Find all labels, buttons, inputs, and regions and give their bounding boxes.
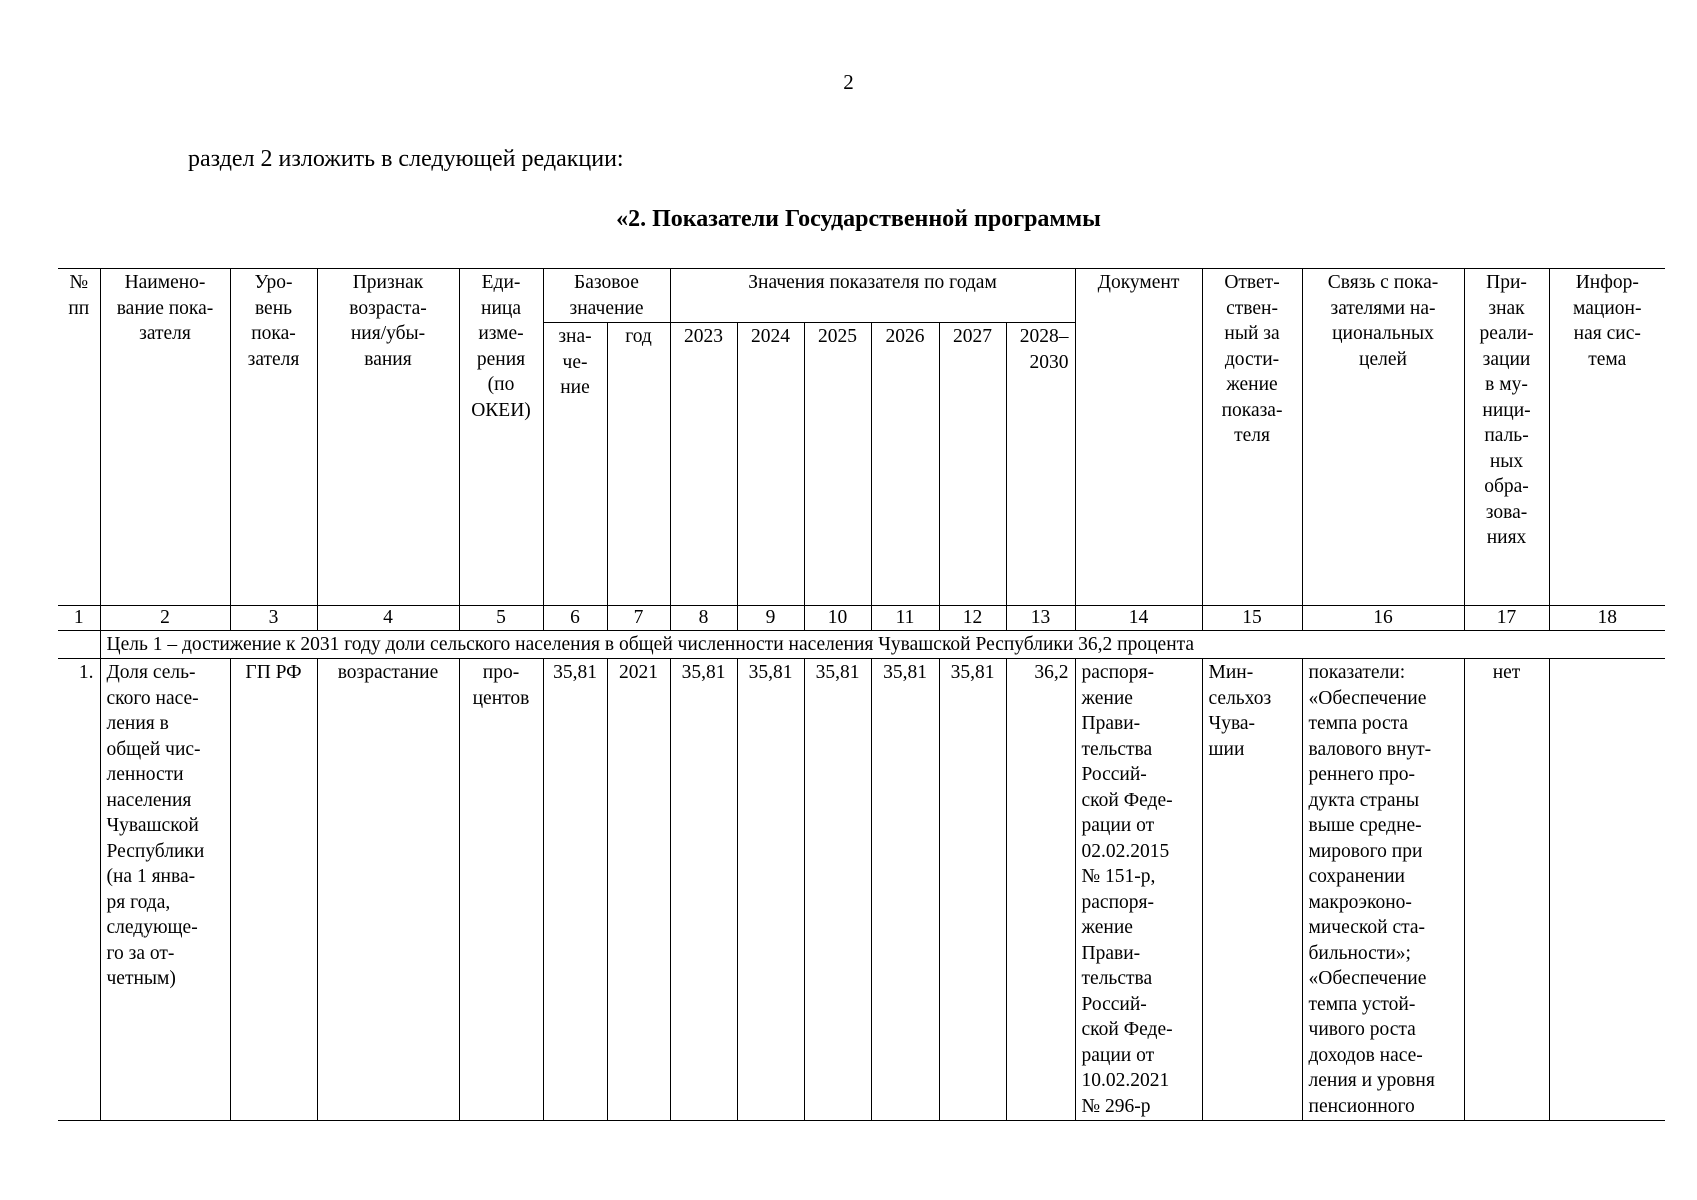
column-number: 6 <box>543 606 607 631</box>
row-unit: про- центов <box>459 659 543 1121</box>
column-number: 18 <box>1549 606 1665 631</box>
header-base-value: зна- че- ние <box>543 323 607 606</box>
row-document: распоря- жение Прави- тельства Россий- ской Феде- рации от 02.02.2015 № 151-р, распоря- жение Прави- тельства Россий- ской Феде- рации от 10.02.2021 № 296-р <box>1075 659 1202 1121</box>
header-base-value-group: Базовое значение <box>543 269 670 323</box>
column-number: 5 <box>459 606 543 631</box>
table-header-row <box>58 269 1665 323</box>
row-value-2025: 35,81 <box>804 659 871 1121</box>
column-number: 8 <box>670 606 737 631</box>
column-number: 12 <box>939 606 1006 631</box>
page-number: 2 <box>843 70 854 94</box>
header-national-goals-link: Связь с пока- зателями на- циональных целей <box>1302 269 1464 606</box>
row-value-2024: 35,81 <box>737 659 804 1121</box>
header-year-2023: 2023 <box>670 323 737 606</box>
column-number: 16 <box>1302 606 1464 631</box>
row-trend-sign: возрастание <box>317 659 459 1121</box>
header-year-2025: 2025 <box>804 323 871 606</box>
goal-row <box>58 631 1665 659</box>
header-year-2027: 2027 <box>939 323 1006 606</box>
row-base-year: 2021 <box>607 659 670 1121</box>
row-municipal-sign: нет <box>1464 659 1549 1121</box>
column-number: 15 <box>1202 606 1302 631</box>
header-indicator-name: Наимено- вание пока- зателя <box>100 269 230 606</box>
row-national-goals-link: показатели: «Обеспечение темпа роста валового внут- реннего про- дукта страны выше средне- мирового при сохранении макроэконо- мической ста- бильности»; «Обеспечение темпа устой- чивого роста доходов насе- ления и уровня пенсионного <box>1302 659 1464 1121</box>
row-value-2028-2030: 36,2 <box>1006 659 1075 1121</box>
header-document: Документ <box>1075 269 1202 606</box>
column-number: 13 <box>1006 606 1075 631</box>
column-number: 17 <box>1464 606 1549 631</box>
header-year-2028-2030: 2028– 2030 <box>1006 323 1075 606</box>
row-value-2026: 35,81 <box>871 659 939 1121</box>
header-responsible: Ответ- ствен- ный за дости- жение показа- теля <box>1202 269 1302 606</box>
column-number: 11 <box>871 606 939 631</box>
row-responsible: Мин- сельхоз Чува- шии <box>1202 659 1302 1121</box>
row-value-2023: 35,81 <box>670 659 737 1121</box>
header-year-2024: 2024 <box>737 323 804 606</box>
column-number: 3 <box>230 606 317 631</box>
header-unit: Еди- ница изме- рения (по ОКЕИ) <box>459 269 543 606</box>
row-indicator-name: Доля сель- ского насе- ления в общей чис- ленности населения Чувашской Республики (на 1 янва- ря года, следующе- го за от- четным) <box>100 659 230 1121</box>
table-row <box>58 659 1665 1121</box>
column-number: 7 <box>607 606 670 631</box>
section-heading-text: «2. Показатели Государственной программы <box>616 206 1101 232</box>
row-info-system <box>1549 659 1665 1121</box>
row-value-2027: 35,81 <box>939 659 1006 1121</box>
section-heading <box>0 206 1697 233</box>
header-indicator-level: Уро- вень пока- зателя <box>230 269 317 606</box>
header-number: № пп <box>58 269 100 606</box>
intro-text: раздел 2 изложить в следующей редакции: <box>188 146 624 172</box>
row-indicator-level: ГП РФ <box>230 659 317 1121</box>
indicators-table <box>58 268 1665 1121</box>
column-numbers-row <box>58 606 1665 631</box>
goal-number-cell <box>58 631 100 659</box>
header-years-group: Значения показателя по годам <box>670 269 1075 323</box>
header-trend-sign: Признак возраста- ния/убы- вания <box>317 269 459 606</box>
row-base-value: 35,81 <box>543 659 607 1121</box>
header-base-year: год <box>607 323 670 606</box>
column-number: 10 <box>804 606 871 631</box>
header-municipal-sign: При- знак реали- зации в му- ници- паль- ных обра- зова- ниях <box>1464 269 1549 606</box>
column-number: 2 <box>100 606 230 631</box>
header-year-2026: 2026 <box>871 323 939 606</box>
column-number: 4 <box>317 606 459 631</box>
header-info-system: Инфор- мацион- ная сис- тема <box>1549 269 1665 606</box>
column-number: 14 <box>1075 606 1202 631</box>
row-number: 1. <box>58 659 100 1121</box>
column-number: 1 <box>58 606 100 631</box>
goal-text: Цель 1 – достижение к 2031 году доли сельского населения в общей численности населения Чувашской Республики 36,2 процента <box>100 631 1665 659</box>
column-number: 9 <box>737 606 804 631</box>
